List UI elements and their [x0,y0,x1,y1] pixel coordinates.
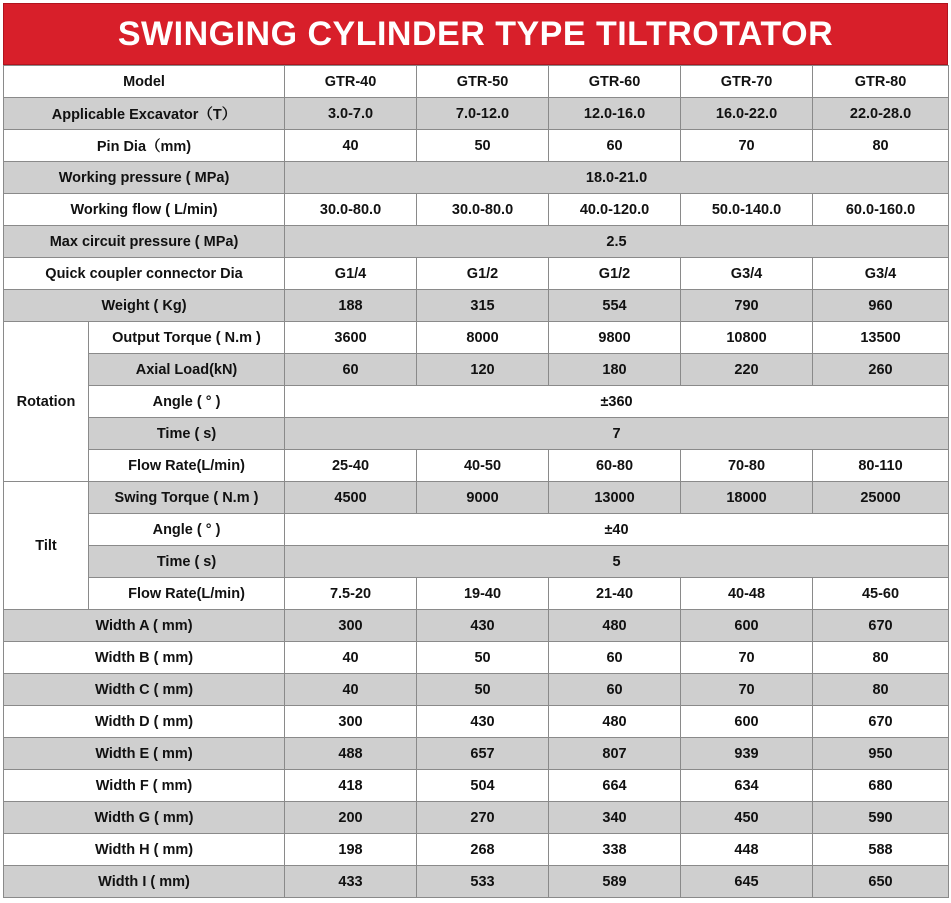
value-cell: 950 [813,738,949,770]
row-label: Output Torque ( N.m ) [89,322,285,354]
value-cell: 650 [813,866,949,898]
table-row [4,610,949,642]
table-row [4,546,949,578]
table-row [4,834,949,866]
value-cell: 220 [681,354,813,386]
value-cell: 480 [549,610,681,642]
row-label: Applicable Excavator（T） [4,98,285,130]
value-cell: 25-40 [285,450,417,482]
value-cell: 70 [681,642,813,674]
value-cell: 200 [285,802,417,834]
value-cell: G1/2 [549,258,681,290]
value-cell: 807 [549,738,681,770]
value-cell: 25000 [813,482,949,514]
header-row [4,66,949,98]
merged-value-cell: 18.0-21.0 [285,162,949,194]
value-cell: 448 [681,834,813,866]
value-cell: 60 [285,354,417,386]
value-cell: 430 [417,610,549,642]
column-header: GTR-80 [813,66,949,98]
value-cell: 45-60 [813,578,949,610]
row-label: Flow Rate(L/min) [89,450,285,482]
value-cell: 433 [285,866,417,898]
value-cell: 50 [417,642,549,674]
table-row [4,674,949,706]
value-cell: 188 [285,290,417,322]
value-cell: G1/4 [285,258,417,290]
row-label: Width E ( mm) [4,738,285,770]
value-cell: 80 [813,130,949,162]
value-cell: 70 [681,130,813,162]
value-cell: 670 [813,610,949,642]
value-cell: 338 [549,834,681,866]
table-row [4,354,949,386]
value-cell: 7.5-20 [285,578,417,610]
value-cell: G3/4 [681,258,813,290]
value-cell: 589 [549,866,681,898]
value-cell: 533 [417,866,549,898]
value-cell: 488 [285,738,417,770]
value-cell: 40 [285,674,417,706]
merged-value-cell: 7 [285,418,949,450]
table-row [4,450,949,482]
row-label: Width G ( mm) [4,802,285,834]
row-label: Flow Rate(L/min) [89,578,285,610]
table-row [4,866,949,898]
row-label: Pin Dia（mm) [4,130,285,162]
table-row [4,482,949,514]
value-cell: 268 [417,834,549,866]
value-cell: 430 [417,706,549,738]
value-cell: 8000 [417,322,549,354]
table-row [4,514,949,546]
value-cell: 418 [285,770,417,802]
row-label: Time ( s) [89,418,285,450]
value-cell: 50.0-140.0 [681,194,813,226]
value-cell: 340 [549,802,681,834]
column-header: GTR-70 [681,66,813,98]
value-cell: 180 [549,354,681,386]
value-cell: 600 [681,610,813,642]
table-row [4,418,949,450]
value-cell: 600 [681,706,813,738]
value-cell: 634 [681,770,813,802]
value-cell: 670 [813,706,949,738]
value-cell: 270 [417,802,549,834]
value-cell: 30.0-80.0 [417,194,549,226]
row-label: Width D ( mm) [4,706,285,738]
row-label: Width I ( mm) [4,866,285,898]
column-header: GTR-40 [285,66,417,98]
value-cell: 939 [681,738,813,770]
value-cell: G1/2 [417,258,549,290]
value-cell: 21-40 [549,578,681,610]
row-label: Width A ( mm) [4,610,285,642]
value-cell: 300 [285,610,417,642]
table-row [4,386,949,418]
value-cell: 554 [549,290,681,322]
spec-sheet [3,3,948,897]
value-cell: 22.0-28.0 [813,98,949,130]
value-cell: 450 [681,802,813,834]
page-title: SWINGING CYLINDER TYPE TILTROTATOR [3,3,948,65]
value-cell: 588 [813,834,949,866]
value-cell: 16.0-22.0 [681,98,813,130]
group-label-rotation: Rotation [4,322,89,482]
value-cell: 30.0-80.0 [285,194,417,226]
value-cell: 40 [285,642,417,674]
value-cell: 60.0-160.0 [813,194,949,226]
table-row [4,162,949,194]
value-cell: 40.0-120.0 [549,194,681,226]
value-cell: 60 [549,642,681,674]
table-row [4,706,949,738]
value-cell: 40-50 [417,450,549,482]
value-cell: 315 [417,290,549,322]
row-label: Width F ( mm) [4,770,285,802]
value-cell: 60-80 [549,450,681,482]
value-cell: 40-48 [681,578,813,610]
group-label-tilt: Tilt [4,482,89,610]
value-cell: 198 [285,834,417,866]
value-cell: 60 [549,130,681,162]
value-cell: 13000 [549,482,681,514]
table-row [4,258,949,290]
value-cell: 50 [417,130,549,162]
value-cell: 120 [417,354,549,386]
row-label: Weight ( Kg) [4,290,285,322]
value-cell: 3600 [285,322,417,354]
value-cell: 80 [813,674,949,706]
table-row [4,738,949,770]
table-row [4,226,949,258]
column-header: GTR-60 [549,66,681,98]
value-cell: 3.0-7.0 [285,98,417,130]
value-cell: 70-80 [681,450,813,482]
value-cell: 260 [813,354,949,386]
row-label: Working flow ( L/min) [4,194,285,226]
row-label: Swing Torque ( N.m ) [89,482,285,514]
merged-value-cell: ±40 [285,514,949,546]
value-cell: 50 [417,674,549,706]
table-row [4,802,949,834]
value-cell: 40 [285,130,417,162]
row-label: Time ( s) [89,546,285,578]
value-cell: 480 [549,706,681,738]
spec-table [3,65,949,898]
row-label: Axial Load(kN) [89,354,285,386]
value-cell: 680 [813,770,949,802]
value-cell: 70 [681,674,813,706]
value-cell: 657 [417,738,549,770]
merged-value-cell: 5 [285,546,949,578]
row-label: Quick coupler connector Dia [4,258,285,290]
value-cell: 12.0-16.0 [549,98,681,130]
table-row [4,770,949,802]
table-row [4,130,949,162]
table-row [4,194,949,226]
value-cell: 19-40 [417,578,549,610]
value-cell: 80 [813,642,949,674]
table-row [4,322,949,354]
row-label: Width B ( mm) [4,642,285,674]
value-cell: 9800 [549,322,681,354]
row-label: Width C ( mm) [4,674,285,706]
value-cell: 790 [681,290,813,322]
column-header: GTR-50 [417,66,549,98]
merged-value-cell: ±360 [285,386,949,418]
value-cell: 10800 [681,322,813,354]
table-row [4,578,949,610]
value-cell: 590 [813,802,949,834]
table-row [4,642,949,674]
value-cell: 80-110 [813,450,949,482]
row-label: Working pressure ( MPa) [4,162,285,194]
row-label: Angle ( ° ) [89,514,285,546]
value-cell: 664 [549,770,681,802]
merged-value-cell: 2.5 [285,226,949,258]
value-cell: 4500 [285,482,417,514]
row-label: Angle ( ° ) [89,386,285,418]
value-cell: 9000 [417,482,549,514]
table-row [4,98,949,130]
value-cell: 645 [681,866,813,898]
value-cell: G3/4 [813,258,949,290]
row-label: Model [4,66,285,98]
row-label: Max circuit pressure ( MPa) [4,226,285,258]
row-label: Width H ( mm) [4,834,285,866]
value-cell: 960 [813,290,949,322]
value-cell: 60 [549,674,681,706]
table-row [4,290,949,322]
value-cell: 300 [285,706,417,738]
value-cell: 18000 [681,482,813,514]
value-cell: 13500 [813,322,949,354]
value-cell: 7.0-12.0 [417,98,549,130]
value-cell: 504 [417,770,549,802]
